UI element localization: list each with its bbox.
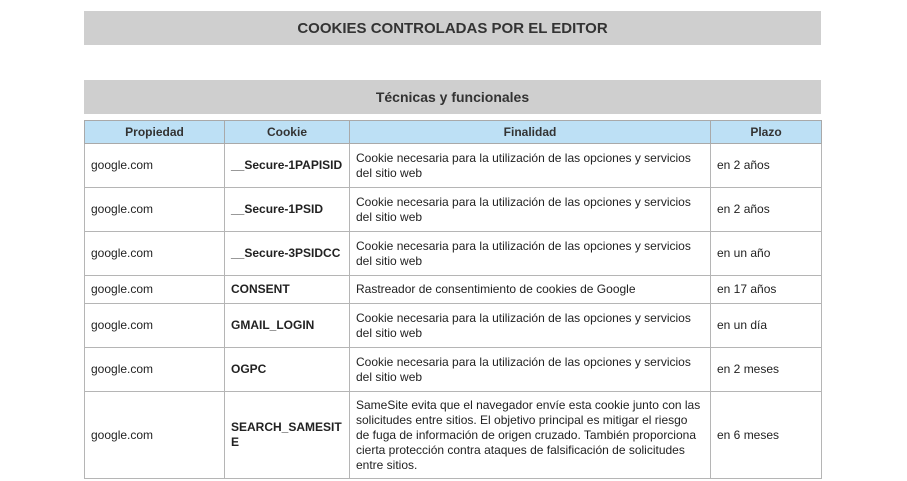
cell-cookie: OGPC — [225, 348, 350, 392]
cell-finalidad: Rastreador de consentimiento de cookies de Google — [350, 276, 711, 304]
cell-finalidad: Cookie necesaria para la utilización de las opciones y servicios del sitio web — [350, 144, 711, 188]
table-row — [85, 348, 822, 392]
cookies-table — [84, 120, 822, 479]
cell-plazo: en 2 meses — [711, 348, 822, 392]
table-row — [85, 232, 822, 276]
column-header-plazo: Plazo — [711, 121, 822, 144]
cell-cookie: __Secure-3PSIDCC — [225, 232, 350, 276]
column-header-propiedad: Propiedad — [85, 121, 225, 144]
cell-cookie: __Secure-1PAPISID — [225, 144, 350, 188]
column-header-finalidad: Finalidad — [350, 121, 711, 144]
table-header-row — [85, 121, 822, 144]
column-header-cookie: Cookie — [225, 121, 350, 144]
cell-plazo: en 2 años — [711, 188, 822, 232]
cell-plazo: en 2 años — [711, 144, 822, 188]
cell-cookie: CONSENT — [225, 276, 350, 304]
cell-cookie: GMAIL_LOGIN — [225, 304, 350, 348]
section-title: Técnicas y funcionales — [84, 80, 821, 114]
cell-plazo: en un año — [711, 232, 822, 276]
cell-plazo: en un día — [711, 304, 822, 348]
cell-cookie: __Secure-1PSID — [225, 188, 350, 232]
cell-plazo: en 17 años — [711, 276, 822, 304]
cell-finalidad: Cookie necesaria para la utilización de las opciones y servicios del sitio web — [350, 304, 711, 348]
cell-propiedad: google.com — [85, 392, 225, 479]
cell-cookie: SEARCH_SAMESITE — [225, 392, 350, 479]
cell-propiedad: google.com — [85, 144, 225, 188]
page-banner: COOKIES CONTROLADAS POR EL EDITOR — [84, 11, 821, 45]
cell-finalidad: Cookie necesaria para la utilización de las opciones y servicios del sitio web — [350, 348, 711, 392]
cell-propiedad: google.com — [85, 276, 225, 304]
table-row — [85, 144, 822, 188]
cell-finalidad: Cookie necesaria para la utilización de las opciones y servicios del sitio web — [350, 188, 711, 232]
cell-propiedad: google.com — [85, 348, 225, 392]
cell-propiedad: google.com — [85, 232, 225, 276]
cell-finalidad: SameSite evita que el navegador envíe esta cookie junto con las solicitudes entre sitios. El objetivo principal es mitigar el riesgo de fuga de información de origen cruzado. También proporciona cierta protección contra ataques de falsificación de solicitudes entre sitios. — [350, 392, 711, 479]
table-row — [85, 304, 822, 348]
table-row — [85, 276, 822, 304]
cell-finalidad: Cookie necesaria para la utilización de las opciones y servicios del sitio web — [350, 232, 711, 276]
cell-propiedad: google.com — [85, 188, 225, 232]
cell-propiedad: google.com — [85, 304, 225, 348]
table-row — [85, 392, 822, 479]
cell-plazo: en 6 meses — [711, 392, 822, 479]
table-row — [85, 188, 822, 232]
